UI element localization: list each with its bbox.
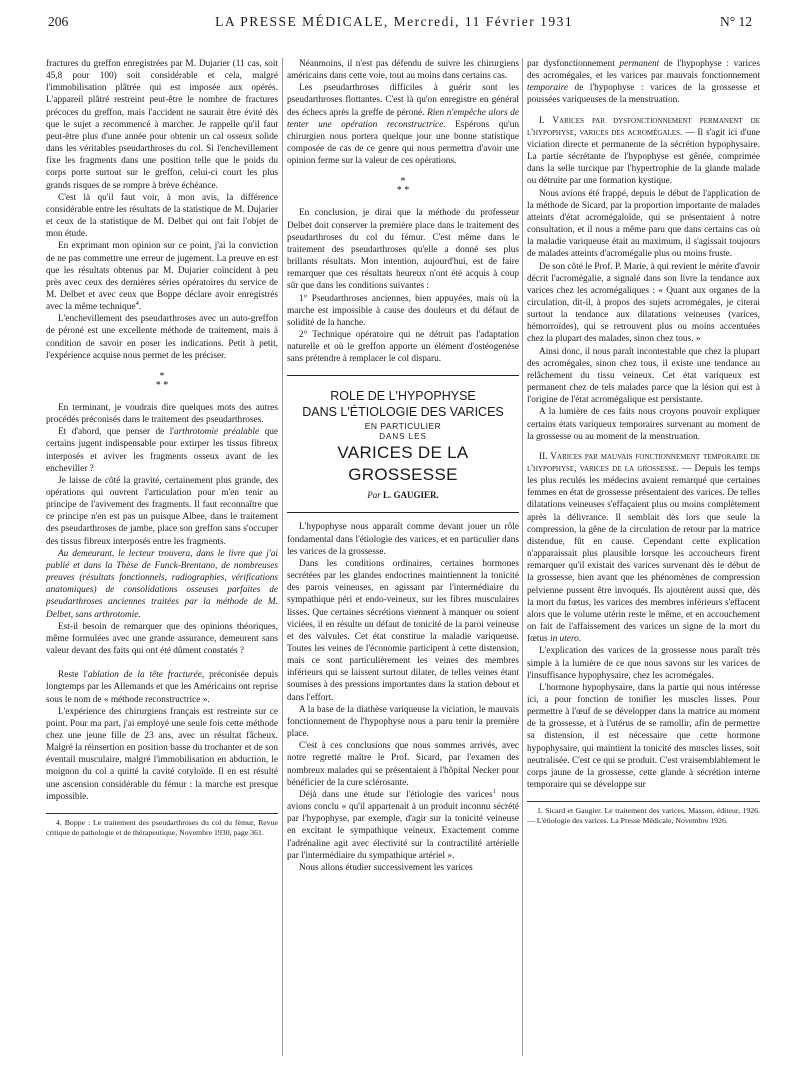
paragraph: Néanmoins, il n'est pas défendu de suivre les chirurgiens américains dans cette voie, tout au moins dans certains cas. (287, 59, 519, 82)
section-heading: I. Varices par dysfonctionnement permanent de l'hypophyse, varices des acromégales. (527, 115, 760, 138)
emphasis: ablation de la tête fracturée (87, 670, 202, 681)
paragraph: Est-il besoin de remarquer que des opinions théoriques, même formulées avec une grande assurance, demeurent sans valeur devant des faits qui ont été dûment constatés ? (46, 621, 278, 657)
paragraph: Je laisse de côté la gravité, certainement plus grande, des opérations qui ouvrent l'articulation pour m'en tenir au principe de l'avivement des fragments. Il faut reconnaître que ce principe n'en est pas un puisque Albee, dans le traitement des pseudarthroses de jambe, place son greffon sans s'occuper des tissus fibreux interposés entre les fragments. (46, 475, 278, 547)
paragraph: En exprimant mon opinion sur ce point, j'ai la conviction de ne pas commettre une erreur de jugement. La preuve en est que les résultats obtenus par M. Dujarier coïncident à peu près avec ceux des dernières séries opératoires du service de M. Delbet et avec ceux que Boppe déclare avoir enregistrés avec la même technique$^4$. (46, 241, 278, 313)
text: de l'hypophyse : varices des acromégales, et les varices par mauvais fonctionnement (527, 59, 760, 82)
article-title-box (287, 375, 519, 513)
article-title-line: DANS L'ÉTIOLOGIE DES VARICES (302, 405, 504, 420)
column-divider (282, 58, 283, 1056)
text: Et d'abord, que penser de l' (58, 427, 174, 438)
emphasis: Rien n'empêche alors de tenter une opération reconstructrice. (287, 107, 519, 130)
paragraph: fractures du greffon enregistrées par M. Dujarier (11 cas, soit 45,8 pour 100) soit considérable et cela, malgré l'immobilisation plâtrée qui est imposée aux opérés. L'appareil plâtré restreint peut-être le nombre de fractures précoces du greffon, mais l'accident ne saurait être évité dès que le sujet a recommencé à marcher. Je rappelle qu'il faut peut-être plus d'une année pour obtenir un cal osseux solide dans les véritables pseudarthroses du col. Si l'enchevillement fixe les fragments dans une position telle que le poids du corps porte surtout sur le greffon, celui-ci court les plus grands risques de se rompre à brève échéance. (46, 59, 278, 191)
paragraph (527, 115, 760, 188)
page-number: 206 (48, 14, 69, 29)
footnote-rule (527, 801, 760, 802)
paragraph: En conclusion, je dirai que la méthode du professeur Delbet doit conserver la première place dans le traitement des pseudarthroses du col du fémur. C'est même dans le traitement des pseudarthroses qu'elle a donné ses plus brillants résultats. Mon intention, aujourd'hui, est de faire remarquer que ces résultats heureux n'ont été acquis à coup sûr que dans les conditions suivantes : (287, 208, 519, 292)
paragraph: Ainsi donc, il nous paraît incontestable que chez la plupart des acromégales, sinon chez tous, il existe une tendance au relâchement du tissu veineux. Cet état variqueux est permanent chez de tels malades parce que la lésion qui est à l'origine de l'état acromégalique est persistante. (527, 346, 760, 406)
author-name: L. GAUGIER. (382, 490, 439, 501)
paragraph: Nous avions été frappé, depuis le début de l'application de la méthode de Sicard, par la proportion importante de malades atteints d'état acromégaloïde, qui se présentaient à notre consultation, et il nous a même paru que dans certains cas où la maladie variqueuse était au maximum, il s'agissait toujours de malades atteints d'acromégalie plus ou moins fruste. (527, 188, 760, 260)
column-left (46, 58, 278, 1056)
paragraph: A la base de la diathèse variqueuse la viciation, le mauvais fonctionnement de l'hypophyse nous a paru tenir la première place. (287, 704, 519, 740)
paragraph: C'est à ces conclusions que nous sommes arrivés, avec notre regretté maître le Prof. Sicard, par l'examen des nombreux malades qui se présentaient à l'hôpital Necker pour bénéficier de la cure sclérosante. (287, 741, 519, 788)
section-separator: * * * (155, 370, 169, 391)
article-title-line: ROLE DE L'HYPOPHYSE (330, 389, 476, 404)
section-separator: * * * (396, 176, 410, 197)
paragraph: L'enchevillement des pseudarthroses avec un auto-greffon de péroné est une excellente méthode de traitement, mais à condition de savoir en poser les indications. Petit à petit, l'expérience acquise nous permet de les préciser. (46, 314, 278, 361)
paragraph: 2° Technique opératoire qui ne détruit pas l'adaptation naturelle et où le greffon apporte un élément d'ostéogenèse sans prétendre à remplacer le col disparu. (287, 329, 519, 365)
text: de l'hypophyse : varices de la grossesse et poussées variqueuses de la menstruation. (527, 83, 760, 106)
text: que certains jugent indispensable pour extirper les tissus fibreux interposés et aviver les fragments osseux avant de les encheviller ? (46, 427, 278, 474)
emphasis: arthrotomie préalable (174, 427, 260, 438)
paragraph-text: En exprimant mon opinion sur ce point, j'ai la conviction de ne pas commettre une erreur de jugement. La preuve en est que les résultats obtenus par M. Dujarier coïncident à peu près avec ceux des dernières séries opératoires du service de M. Delbet et avec ceux que Boppe déclare avoir enregistrés avec la même technique (46, 241, 278, 313)
column-divider (522, 58, 523, 1056)
paragraph: L'expérience des chirurgiens français est restreinte sur ce point. Pour ma part, j'ai employé une seule fois cette méthode chez une jeune fille de 23 ans, avec un résultat fâcheux. Malgré la réinsertion en position basse du trochanter et de son éventail musculaire, malgré l'immobilisation en abduction, le moignon du col a quitté la cavité cotyloïde. Il en est résulté une ascension considérable du fémur : la marche est presque impossible. (46, 706, 278, 802)
article-title-line: DANS LES (379, 432, 427, 442)
footnote-rule (46, 813, 278, 814)
paragraph (46, 426, 278, 475)
paragraph: L'hypophyse nous apparaît comme devant jouer un rôle fondamental dans l'étiologie des varices, et en particulier dans les varices de la grossesse. (287, 522, 519, 557)
column-right (527, 58, 760, 1056)
paragraph: Nous allons étudier successivement les varices (299, 862, 473, 873)
article-title-main: VARICES DE LA GROSSESSE (337, 443, 469, 485)
paragraph: 1° Pseudarthroses anciennes, bien appuyées, mais où la marche est impossible à cause des douleurs et du défaut de solidité de la hanche. (287, 293, 519, 328)
paragraph: A la lumière de ces faits nous croyons pouvoir expliquer certains états variqueux temporaires survenant au moment de la grossesse ou au moment de la menstruation. (527, 407, 760, 442)
article-title-line: EN PARTICULIER (364, 421, 442, 432)
emphasis: in utero (549, 634, 579, 645)
text: Reste l' (58, 670, 88, 681)
emphasis: temporaire (527, 83, 568, 94)
page-header (48, 14, 752, 36)
text: Les pseudarthroses difficiles à guérir sont les pseudarthroses flottantes. C'est là qu'on enregistre en général des échecs après la greffe de péroné. (287, 83, 519, 118)
paragraph (287, 82, 519, 167)
paragraph: Au demeurant, le lecteur trouvera, dans le livre que j'ai publié et dans la Thèse de Funck-Brentano, de nombreuses preuves (résultats fonctionnels, radiographies, vérifications anatomiques) de consolidations osseuses parfaites de pseudarthroses anciennes traitées par la méthode de M. Delbet, sans arthrotomie. (46, 548, 278, 620)
text: — Depuis les temps les plus reculés les médecins avaient remarqué que certaines femmes en état de grossesse présentaient des varices. De telles dilatations veineuses s'effaçaient plus ou moins complètement après la délivrance. Il semblait dès lors que seule la compression, la gêne de la circulation de retour par la matrice distendue, fût en cause. Cependant cette explication n'apparaissait plus plausible lorsque les accoucheurs firent remarquer qu'il existait des varices survenant dès le début de la grossesse, bien avant que les phénomènes de compression pelvienne pussent être invoqués. Ils ajoutèrent aussi que, dès la mort du fœtus, les varices des membres inférieurs s'effacent alors que le volume utérin reste le même, et en accouchement on fait de l'affaissement des varices un signe de la mort du fœtus (527, 464, 760, 645)
text: — Il s'agit ici d'une viciation directe et permanente de la sécrétion hypophysaire. La partie sécrétante de l'hypophyse est gênée, comprimée dans la selle turcique par l'hypertrophie de la glande malade ou détruite par une formation kystique. (527, 127, 760, 187)
footnote-ref: 1 (492, 787, 496, 795)
text: Déjà dans une étude sur l'étiologie des varices (299, 789, 493, 800)
text: . (578, 634, 582, 645)
paragraph (287, 789, 519, 862)
journal-title: LA PRESSE MÉDICALE, Mercredi, 11 Février 1931 (215, 14, 574, 29)
text: nous avions conclu « qu'il appartenait à un produit inconnu sécrété par l'hypophyse, par exemple, d'agir sur la tonicité veineuse en excitant le sympathique veineux. Exactement comme l'adrénaline agit avec électivité sur la contractilité artérielle par l'intermédiaire du sympathique artériel ». (287, 789, 519, 861)
column-middle (287, 58, 519, 1056)
footnote: 1. Sicard et Gaugier. Le traitement des varices, Masson, éditeur, 1926. — L'étiologie des varices. La Presse Médicale, Novembre 1926. (527, 806, 760, 825)
paragraph: Dans les conditions ordinaires, certaines hormones secrétées par les glandes endocrines maintiennent la tonicité des parois veineuses, en agissant par l'intermédiaire du sympathique péri et endo-veineux, sur les fibres musculaires lisses. Que certaines sécrétions viennent à manquer ou soient viciées, il en résulte un défaut de tonicité de la paroi veineuse et des valvules. Cet état constitue la maladie variqueuse. Toutes les veines de l'économie participent à cette distension, mais ce sont particulièrement les veines des membres inférieurs qui se laissent surtout dilater, de telles veines étant soumises à des pressions importantes dans la station debout et dans l'effort. (287, 558, 519, 703)
paragraph: L'explication des varices de la grossesse nous paraît très simple à la lumière de ce que nous savons sur les varices de l'insuffisance hypophysaire, chez les acromégales. (527, 646, 760, 681)
footnote-ref: 4 (135, 300, 139, 308)
emphasis: permanent (619, 59, 660, 69)
byline (287, 488, 519, 502)
paragraph: De son côté le Prof. P. Marie, à qui revient le mérite d'avoir décrit l'acromégalie, a signalé dans son livre la tendance aux varices chez les acromégaliques : « Quant aux organes de la circulation, dit-il, à propos des sujets acromégales, je citerai surtout la tendance aux dilatations veineuses (varices, hémorroïdes), qui se retrouvent plus ou moins accentuées chez la plupart des malades, sinon chez tous. » (527, 261, 760, 345)
paragraph (527, 58, 760, 107)
paragraph (46, 669, 278, 705)
byline-prefix: Par (367, 490, 383, 501)
paragraph: En terminant, je voudrais dire quelques mots des autres procédés préconisés dans le traitement des pseudarthroses. (46, 402, 278, 426)
text: par dysfonctionnement (527, 59, 620, 69)
issue-number: N° 12 (719, 14, 752, 29)
footnote: 4. Boppe : Le traitement des pseudarthroses du col du fémur, Revue critique de pathologie et de thérapeutique, Novembre 1930, page 361. (46, 817, 278, 837)
paragraph: L'hormone hypophysaire, dans la partie qui nous intéresse ici, a pour fonction de tonifier les muscles lisses. Pour permettre à l'œuf de se développer dans la matrice au moment de la grossesse, et à l'utérus de se ramollir, afin de permettre sa distension, il est nécessaire que cette hormone hypophysaire, qui maintient la tonicité des muscles lisses, soit neutralisée. C'est ce qui se produit. C'est vraisemblablement le corps jaune de la grossesse, cette glande à sécrétion interne temporaire qui se développe sur (527, 682, 760, 791)
paragraph (527, 451, 760, 646)
text: , préconisée depuis longtemps par les Allemands et que les Américains ont reprise sous le nom de « méthode reconstructrice ». (46, 670, 278, 705)
section-heading: II. Varices par mauvais fonctionnement temporaire de l'hypophyse, varices de la grossesse. (527, 451, 760, 474)
paragraph: C'est là qu'il faut voir, à mon avis, la différence considérable entre les résultats de la statistique de M. Dujarier et ceux de la statistique de M. Delbet qui ont fait l'objet de mon étude. (46, 192, 278, 240)
text: Espérons qu'un chirurgien nous portera quelque jour une bonne statistique composée de cas de ce genre qui nous permettra d'avoir une opinion ferme sur la valeur de ces opérations. (287, 119, 519, 167)
